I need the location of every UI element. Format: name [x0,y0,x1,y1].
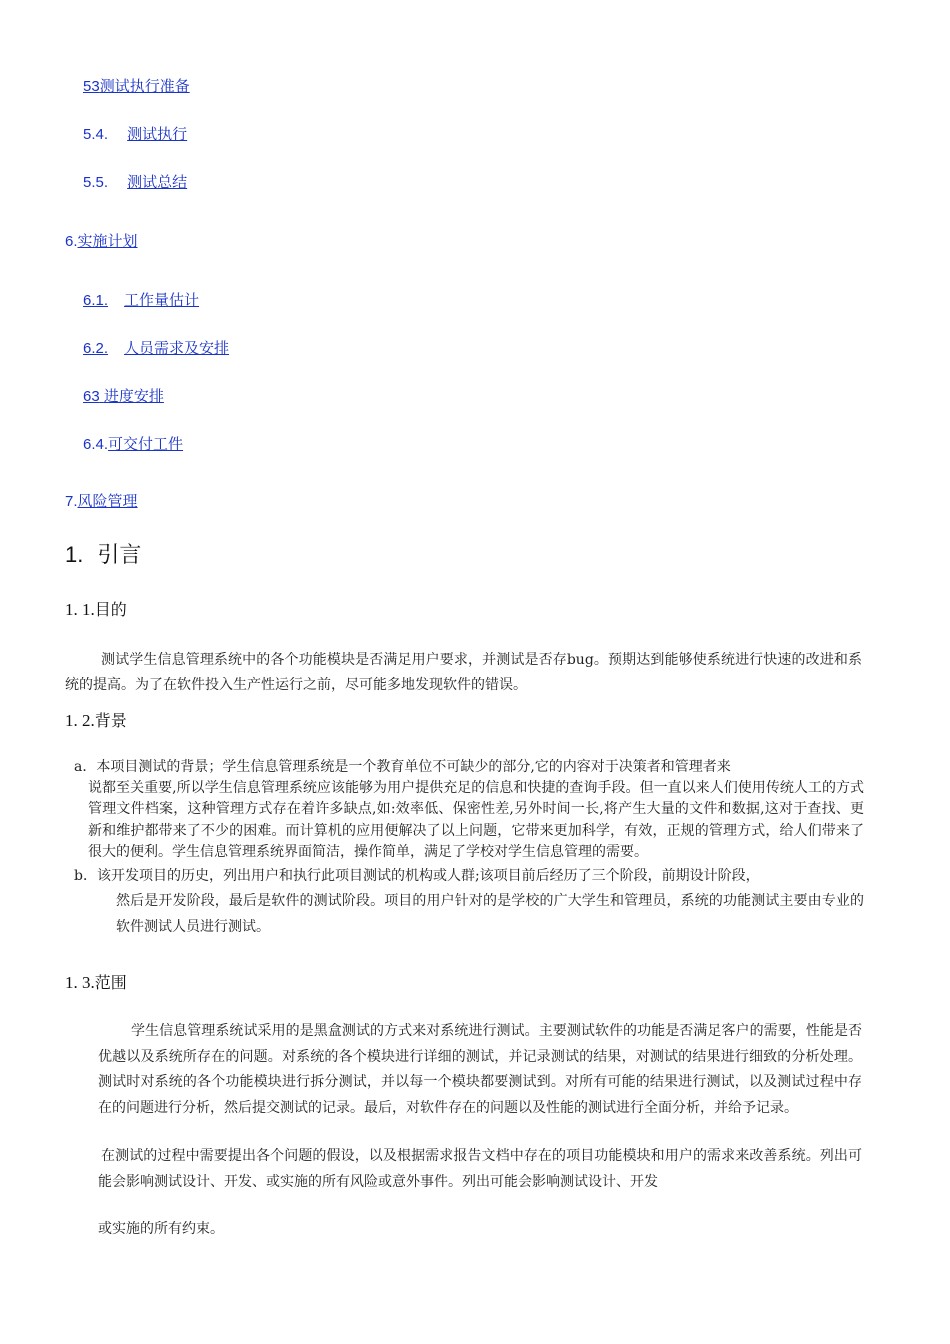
subsection-heading-1-1 [65,597,127,620]
list-item [74,757,864,864]
toc-link[interactable]: 6.1. 工作量估计 [83,292,200,309]
scope-paragraph-1: 学生信息管理系统试采用的是黑盒测试的方式来对系统进行测试。主要测试软件的功能是否满足客户的需要，性能是否优越以及系统所存在的问题。对系统的各个模块进行详细的测试，并记录测试的结果，对测试的结果进行细致的分析处理。测试时对系统的各个功能模块进行拆分测试，并以每一个模块都要测试到。对所有可能的结果进行测试，以及测试过程中存在的问题进行分析，然后提交测试的记录。最后，对软件存在的问题以及性能的测试进行全面分析，并给予记录。 [98,1023,862,1116]
heading-number: 1. 2. [65,711,95,730]
heading-title: 目的 [94,600,127,619]
toc-number: 6.4. [83,436,109,453]
toc-link[interactable]: 测试执行 [127,126,188,143]
list-item-text: 然后是开发阶段，最后是软件的测试阶段。项目的用户针对的是学校的广大学生和管理员，系统的功能测试主要由专业的软件测试人员进行测试。 [116,892,864,935]
toc-link[interactable]: 风险管理 [77,493,138,510]
purpose-paragraph: 测试学生信息管理系统中的各个功能模块是否满足用户要求，并测试是否存bug。预期达到能够使系统进行快速的改进和系统的提高。为了在软件投入生产性运行之前，尽可能多地发现软件的错误。 [65,652,862,693]
heading-title: 背景 [94,711,127,730]
subsection-heading-1-3 [65,970,127,993]
heading-number: 1. 1. [65,600,95,619]
heading-number: 1. 3. [65,973,95,992]
toc-item-5-3[interactable] [83,75,190,96]
toc-number: 5.5. [83,174,109,191]
section-heading-1 [65,538,141,569]
toc-item-7[interactable] [65,490,138,511]
toc-link[interactable]: 6.2. 人员需求及安排 [83,340,230,357]
heading-number: 1. [65,542,84,567]
toc-item-6[interactable] [65,230,138,251]
scope-paragraph-2: 在测试的过程中需要提出各个问题的假设，以及根据需求报告文档中存在的项目功能模块和用户的需求来改善系统。列出可能会影响测试设计、开发、或实施的所有风险或意外事件。列出可能会影响测试设计、开发 [98,1148,862,1190]
list-marker: a． [74,759,97,775]
toc-link[interactable]: 实施计划 [77,233,138,250]
toc-number: 5.4. [83,126,109,143]
scope-paragraph-3: 或实施的所有约束。 [98,1221,224,1237]
list-item-first-line: 本项目测试的背景；学生信息管理系统是一个教育单位不可缺少的部分,它的内容对于决策者和管理者来 [96,759,731,775]
heading-title: 引言 [97,542,142,567]
list-item [74,864,864,940]
background-list [74,757,864,940]
toc-item-5-4[interactable] [83,123,187,144]
toc-number: 6. [65,233,78,250]
toc-item-6-4[interactable] [83,433,183,454]
toc-item-6-3[interactable] [83,385,164,406]
toc-link[interactable]: 53测试执行准备 [83,78,190,95]
toc-link[interactable]: 可交付工件 [108,436,184,453]
list-item-text: 说都至关重要,所以学生信息管理系统应该能够为用户提供充足的信息和快捷的查询手段。但一直以来人们使用传统人工的方式管理文件档案，这种管理方式存在着许多缺点,如:效率低、保密性差,另外时间一长,将产生大量的文件和数据,这对于查找、更新和维护都带来了不少的困难。而计算机的应用便解决了以上问题，它带来更加科学，有效，正规的管理方式，给人们带来了很大的便利。学生信息管理系统界面简洁，操作简单，满足了学校对学生信息管理的需要。 [88,780,864,861]
toc-number: 7. [65,493,78,510]
subsection-heading-1-2 [65,708,127,731]
list-item-first-line: 该开发项目的历史，列出用户和执行此项目测试的机构或人群;该项目前后经历了三个阶段，前期设计阶段， [96,867,760,884]
toc-link[interactable]: 测试总结 [127,174,188,191]
toc-item-5-5[interactable] [83,171,187,192]
toc-link[interactable]: 63 进度安排 [83,388,164,405]
list-marker: b． [74,867,97,884]
heading-title: 范围 [94,973,127,992]
toc-item-6-2[interactable] [83,337,229,358]
toc-item-6-1[interactable] [83,289,199,310]
